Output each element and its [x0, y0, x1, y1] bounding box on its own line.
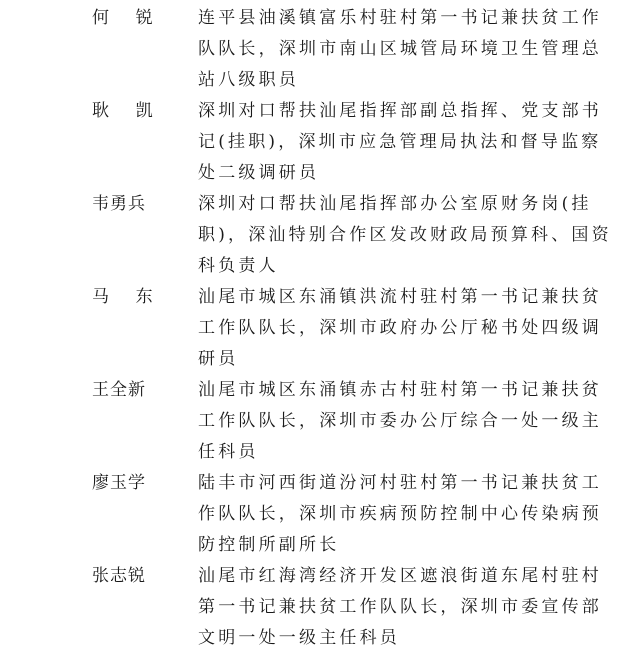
- description-line: 汕尾市城区东涌镇洪流村驻村第一书记兼扶贫: [198, 287, 602, 307]
- description-line: 防控制所副所长: [198, 535, 340, 555]
- description-line: 深圳对口帮扶汕尾指挥部办公室原财务岗(挂: [198, 194, 592, 214]
- description-line: 研员: [198, 349, 239, 369]
- description-line: 工作队队长，深圳市政府办公厅秘书处四级调: [198, 318, 602, 338]
- description-line: 站八级职员: [198, 70, 299, 90]
- description-line: 处二级调研员: [198, 163, 320, 183]
- person-description: [198, 468, 602, 561]
- description-line: 连平县油溪镇富乐村驻村第一书记兼扶贫工作: [198, 8, 602, 28]
- person-description: [198, 3, 602, 96]
- person-description: [198, 282, 602, 375]
- person-name: 张志锐: [92, 566, 146, 586]
- person-name: 王全新: [92, 380, 146, 400]
- description-line: 文明一处一级主任科员: [198, 628, 400, 648]
- description-line: 科负责人: [198, 256, 279, 276]
- description-line: 作队队长，深圳市疾病预防控制中心传染病预: [198, 504, 602, 524]
- person-name: 何 锐: [92, 8, 154, 28]
- person-description: [198, 561, 602, 654]
- description-line: 职)，深汕特别合作区发改财政局预算科、国资: [198, 225, 612, 245]
- person-name: 耿 凯: [92, 101, 154, 121]
- person-name: 马 东: [92, 287, 154, 307]
- description-line: 汕尾市红海湾经济开发区遮浪街道东尾村驻村: [198, 566, 602, 586]
- description-line: 工作队队长，深圳市委办公厅综合一处一级主: [198, 411, 602, 431]
- description-line: 陆丰市河西街道汾河村驻村第一书记兼扶贫工: [198, 473, 602, 493]
- description-line: 队队长，深圳市南山区城管局环境卫生管理总: [198, 39, 602, 59]
- description-line: 深圳对口帮扶汕尾指挥部副总指挥、党支部书: [198, 101, 602, 121]
- description-line: 汕尾市城区东涌镇赤古村驻村第一书记兼扶贫: [198, 380, 602, 400]
- person-name: 韦勇兵: [92, 194, 146, 214]
- description-line: 任科员: [198, 442, 259, 462]
- person-description: [198, 96, 602, 189]
- description-line: 记(挂职)，深圳市应急管理局执法和督导监察: [198, 132, 602, 152]
- person-description: [198, 189, 612, 282]
- person-description: [198, 375, 602, 468]
- description-line: 第一书记兼扶贫工作队队长，深圳市委宣传部: [198, 597, 602, 617]
- person-name: 廖玉学: [92, 473, 146, 493]
